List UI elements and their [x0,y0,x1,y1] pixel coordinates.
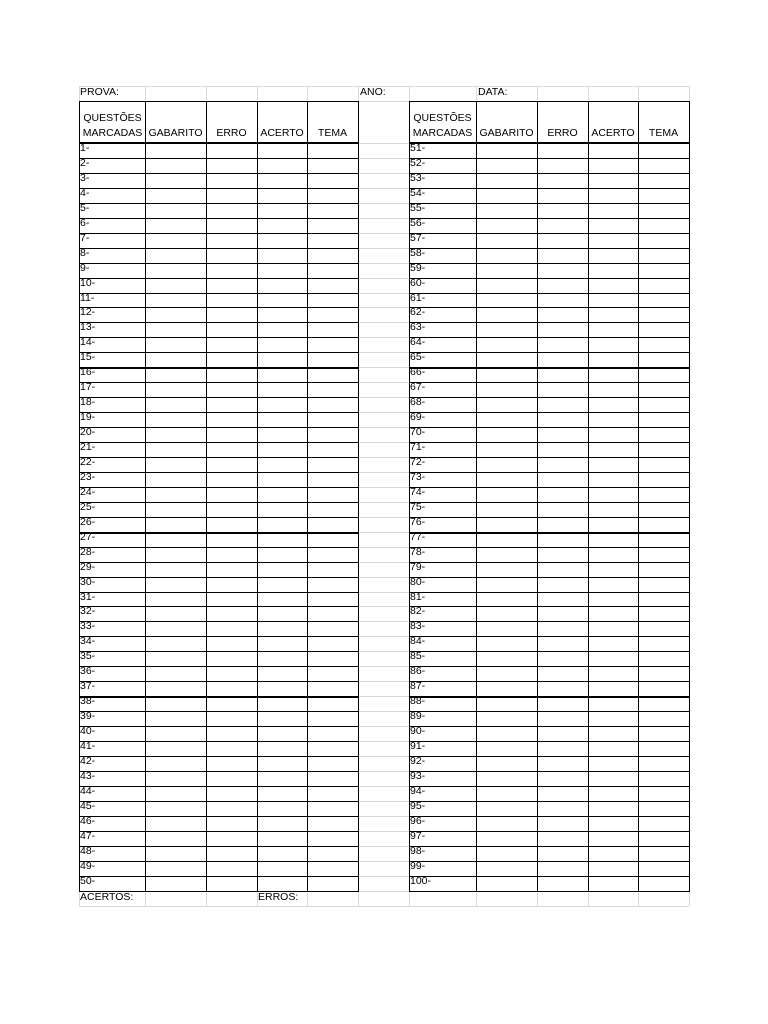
gridline-horizontal [358,278,409,279]
left-question-number: 2- [80,156,90,169]
gridline-horizontal [358,786,409,787]
right-question-number: 53- [410,171,426,184]
right-question-number: 74- [410,485,426,498]
left-question-number: 9- [80,261,90,274]
left-question-number: 11- [80,291,95,304]
gridline-horizontal [358,397,409,398]
right-table-row-border [409,816,690,817]
right-table-row-border [409,218,690,219]
left-question-number: 46- [80,814,96,827]
left-question-number: 43- [80,769,96,782]
left-question-number: 42- [80,754,96,767]
left-table-row-border [79,397,359,398]
right-question-number: 55- [410,201,426,214]
left-question-number: 21- [80,441,96,453]
left-table-row-border [79,876,359,877]
left-question-number: 6- [80,216,90,229]
right-question-number: 54- [410,186,426,199]
gridline-horizontal [358,233,409,234]
right-table-row-border [409,203,690,204]
left-table-row-border [79,562,359,563]
gridline-horizontal [358,517,409,518]
gridline-horizontal [358,248,409,249]
left-table-border-vertical [145,101,146,891]
gridline-horizontal [358,562,409,563]
left-table-row-border [79,367,359,369]
left-header-gabarito: GABARITO [148,127,203,139]
right-question-number: 81- [410,590,426,603]
right-table-row-border [409,352,690,353]
left-table-row-border [79,502,359,503]
left-table-row-border [79,203,359,204]
prova-label: PROVA: [80,86,119,98]
right-table-row-border [409,592,690,593]
right-table-row-border [409,621,690,622]
left-table-border-vertical [307,101,308,891]
gridline-horizontal [358,218,409,219]
left-table-row-border [79,173,359,174]
left-question-number: 29- [80,560,96,573]
left-table-row-border [79,532,359,534]
right-question-number: 58- [410,246,426,259]
right-question-number: 68- [410,396,426,409]
gridline-horizontal [358,636,409,637]
right-question-number: 92- [410,754,426,767]
left-question-number: 12- [80,306,96,319]
gridline-horizontal [358,487,409,488]
right-table-row-border [409,188,690,189]
right-table-row-border [409,442,690,443]
right-table-row-border [409,547,690,548]
gridline-horizontal [358,696,409,697]
right-question-number: 87- [410,680,426,693]
right-table-row-border [409,606,690,607]
left-table-row-border [79,786,359,787]
right-header-erro: ERRO [547,127,578,139]
gridline-horizontal [358,816,409,817]
left-table-row-border [79,517,359,518]
right-question-number: 96- [410,814,426,827]
gridline-horizontal [358,891,409,892]
gridline-horizontal [358,427,409,428]
left-question-number: 1- [80,142,90,154]
right-question-number: 76- [410,515,426,528]
gridline-horizontal [358,726,409,727]
right-table-row-border [409,726,690,727]
left-header-tema: TEMA [317,127,348,139]
left-question-number: 17- [80,381,96,394]
right-table-row-border [409,487,690,488]
left-table-border-top [79,101,359,102]
left-table-row-border [79,696,359,698]
left-question-number: 48- [80,844,96,857]
gridline-horizontal [358,457,409,458]
left-question-number: 10- [80,276,96,289]
left-table-row-border [79,188,359,189]
right-table-border-vertical [476,101,477,891]
left-table-row-border [79,801,359,802]
right-question-number: 51- [410,142,426,154]
left-question-number: 7- [80,231,90,244]
right-question-number: 85- [410,650,426,663]
gridline-horizontal [358,592,409,593]
right-question-number: 86- [410,665,426,678]
left-question-number: 30- [80,575,96,588]
right-question-number: 84- [410,635,426,648]
erros-label: ERROS: [258,891,299,903]
left-question-number: 44- [80,784,96,797]
right-question-number: 83- [410,620,426,633]
left-question-number: 45- [80,799,96,812]
left-question-number: 33- [80,620,96,633]
right-question-number: 64- [410,336,426,349]
right-question-number: 88- [410,695,426,708]
gridline-horizontal [358,801,409,802]
right-question-number: 70- [410,426,426,439]
right-table-row-border [409,427,690,428]
gridline-horizontal [358,577,409,578]
left-question-number: 41- [80,740,96,752]
gridline-horizontal [358,307,409,308]
right-table-row-border [409,233,690,234]
right-question-number: 79- [410,560,426,573]
left-question-number: 18- [80,396,96,409]
right-table-row-border [409,517,690,518]
left-table-row-border [79,352,359,353]
left-table-row-border [79,442,359,443]
left-question-number: 34- [80,635,96,648]
left-question-number: 24- [80,485,96,498]
gridline-horizontal [358,367,409,368]
left-question-number: 32- [80,605,96,618]
right-table-row-border [409,861,690,862]
left-question-number: 8- [80,246,90,259]
left-table-row-border [79,816,359,817]
left-table-row-border [79,487,359,488]
left-table-row-border [79,307,359,308]
right-table-row-border [409,711,690,712]
gridline-horizontal [358,502,409,503]
right-question-number: 77- [410,530,426,543]
right-table-row-border [409,786,690,787]
left-table-row-border [79,337,359,338]
right-table-row-border [409,696,690,698]
right-table-row-border [409,771,690,772]
ano-label: ANO: [360,86,386,98]
left-header-questoes-line1: QUESTÕES [83,112,142,124]
left-question-number: 5- [80,201,90,214]
right-table-row-border [409,263,690,264]
left-table-row-border [79,158,359,159]
right-question-number: 100- [410,874,432,887]
right-table-row-border [409,293,690,294]
left-question-number: 3- [80,171,90,184]
left-table-row-border [79,233,359,234]
left-header-acerto: ACERTO [260,127,304,139]
left-table-row-border [79,248,359,249]
gridline-horizontal [358,322,409,323]
acertos-label: ACERTOS: [80,891,134,903]
right-question-number: 82- [410,605,426,618]
gridline-horizontal [358,711,409,712]
left-question-number: 16- [80,366,96,379]
left-question-number: 50- [80,874,96,887]
right-table-row-border [409,876,690,877]
right-table-row-border [409,278,690,279]
right-table-row-border [409,248,690,249]
left-table-row-border [79,457,359,458]
left-table-row-border [79,322,359,323]
left-question-number: 36- [80,665,96,678]
right-question-number: 80- [410,575,426,588]
left-question-number: 40- [80,725,96,738]
left-table-row-border [79,681,359,682]
gridline-horizontal [358,651,409,652]
gridline-horizontal [358,876,409,877]
right-table-header-border [409,142,690,144]
right-question-number: 71- [410,441,426,453]
right-question-number: 95- [410,799,426,812]
gridline-horizontal [358,158,409,159]
right-question-number: 63- [410,321,426,334]
left-question-number: 28- [80,545,96,558]
left-question-number: 26- [80,515,96,528]
right-table-border-vertical [638,101,639,891]
left-question-number: 4- [80,186,90,199]
right-header-questoes-line1: QUESTÕES [413,112,472,124]
gridline-horizontal [358,442,409,443]
left-table-row-border [79,771,359,772]
gridline-horizontal [358,263,409,264]
left-question-number: 14- [80,336,96,349]
right-question-number: 59- [410,261,426,274]
right-question-number: 67- [410,381,426,394]
right-question-number: 66- [410,366,426,379]
left-table-row-border [79,218,359,219]
gridline-horizontal [358,666,409,667]
left-header-questoes-line2: MARCADAS [82,127,143,139]
left-table-row-border [79,756,359,757]
right-question-number: 72- [410,455,426,468]
left-table-row-border [79,831,359,832]
right-table-row-border [409,382,690,383]
left-question-number: 35- [80,650,96,663]
right-table-row-border [409,562,690,563]
right-table-row-border [409,397,690,398]
right-table-row-border [409,307,690,308]
right-question-number: 98- [410,844,426,857]
right-question-number: 61- [410,291,426,304]
right-question-number: 52- [410,156,426,169]
left-table-row-border [79,726,359,727]
right-table-row-border [409,681,690,682]
left-table-header-border [79,142,359,144]
gridline-horizontal [358,861,409,862]
gridline-horizontal [358,337,409,338]
right-table-border-vertical [689,101,690,891]
right-table-row-border [409,636,690,637]
left-table-row-border [79,711,359,712]
gridline-horizontal [358,472,409,473]
gridline-horizontal [358,756,409,757]
left-table-row-border [79,577,359,578]
left-question-number: 20- [80,426,96,439]
left-header-erro: ERRO [216,127,247,139]
right-table-row-border [409,337,690,338]
gridline-horizontal [358,771,409,772]
right-table-row-border [409,472,690,473]
right-table-row-border [409,158,690,159]
left-table-border-vertical [206,101,207,891]
left-table-row-border [79,412,359,413]
left-table-row-border [79,846,359,847]
right-table-row-border [409,801,690,802]
gridline-horizontal [358,188,409,189]
right-table-row-border [409,367,690,369]
left-question-number: 25- [80,500,96,513]
left-question-number: 39- [80,710,96,723]
right-question-number: 65- [410,351,426,364]
gridline-horizontal [358,352,409,353]
left-table-row-border [79,861,359,862]
gridline-horizontal [358,532,409,533]
right-table-border-top [409,101,690,102]
left-table-row-border [79,278,359,279]
left-table-row-border [79,651,359,652]
right-question-number: 75- [410,500,426,513]
right-question-number: 97- [410,829,426,842]
right-table-border-vertical [537,101,538,891]
right-table-row-border [409,532,690,534]
right-header-gabarito: GABARITO [479,127,534,139]
left-question-number: 13- [80,321,96,334]
left-table-row-border [79,472,359,473]
gridline-horizontal [358,846,409,847]
left-table-row-border [79,592,359,593]
right-question-number: 93- [410,769,426,782]
right-table-row-border [409,741,690,742]
right-table-row-border [409,577,690,578]
right-table-row-border [409,412,690,413]
gridline-horizontal [358,621,409,622]
gridline-horizontal [358,203,409,204]
gridline-horizontal [358,547,409,548]
gridline-horizontal [358,173,409,174]
right-table-row-border [409,666,690,667]
left-question-number: 38- [80,695,96,708]
gridline-horizontal [358,382,409,383]
right-question-number: 73- [410,470,426,483]
right-table-row-border [409,173,690,174]
right-header-questoes-line2: MARCADAS [412,127,473,139]
right-table-row-border [409,457,690,458]
right-header-tema: TEMA [648,127,679,139]
left-question-number: 37- [80,680,96,693]
right-question-number: 60- [410,276,426,289]
left-table-border-vertical [358,101,359,891]
left-table-row-border [79,293,359,294]
right-header-acerto: ACERTO [591,127,635,139]
left-table-row-border [79,427,359,428]
gridline-horizontal [358,741,409,742]
left-table-row-border [79,621,359,622]
gridline-horizontal [358,293,409,294]
left-question-number: 31- [80,590,96,603]
left-question-number: 49- [80,859,96,872]
left-table-row-border [79,636,359,637]
left-question-number: 15- [80,351,96,364]
gridline-horizontal [358,606,409,607]
data-label: DATA: [478,86,508,98]
gridline-horizontal [358,681,409,682]
left-table-row-border [79,666,359,667]
right-question-number: 90- [410,725,426,738]
right-table-border-vertical [588,101,589,891]
right-question-number: 57- [410,231,426,244]
right-question-number: 99- [410,859,426,872]
gridline-horizontal [79,906,689,907]
right-table-row-border [409,846,690,847]
right-question-number: 89- [410,710,426,723]
right-question-number: 94- [410,784,426,797]
left-table-row-border [79,382,359,383]
right-table-row-border [409,502,690,503]
right-question-number: 69- [410,411,426,424]
right-table-row-border [409,756,690,757]
right-table-row-border [409,891,690,892]
left-question-number: 27- [80,530,96,543]
left-table-row-border [79,263,359,264]
left-table-row-border [79,547,359,548]
right-question-number: 62- [410,306,426,319]
gridline-horizontal [358,143,409,144]
right-table-row-border [409,831,690,832]
left-question-number: 19- [80,411,96,424]
left-question-number: 23- [80,470,96,483]
left-question-number: 47- [80,829,96,842]
gridline-horizontal [358,412,409,413]
gridline-horizontal [358,831,409,832]
left-table-row-border [79,741,359,742]
right-table-row-border [409,322,690,323]
left-table-row-border [79,606,359,607]
right-question-number: 56- [410,216,426,229]
right-table-row-border [409,651,690,652]
left-question-number: 22- [80,455,96,468]
left-table-border-vertical [257,101,258,891]
right-question-number: 91- [410,740,426,752]
right-question-number: 78- [410,545,426,558]
